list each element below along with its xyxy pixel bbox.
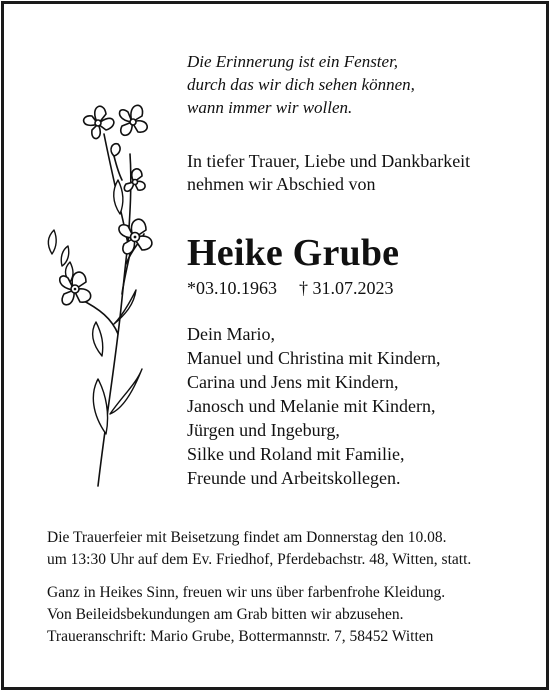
mourner-line: Carina und Jens mit Kindern, [187, 372, 399, 392]
mourner-line: Manuel und Christina mit Kindern, [187, 348, 441, 368]
mourner-line: Janosch und Melanie mit Kindern, [187, 396, 436, 416]
poem-line: Die Erinnerung ist ein Fenster, [187, 52, 399, 71]
birth-date: *03.10.1963 [187, 278, 277, 298]
mourner-line: Jürgen und Ingeburg, [187, 420, 340, 440]
closing-notes [47, 582, 537, 648]
flower-illustration-icon [32, 94, 182, 499]
poem-line: wann immer wir wollen. [187, 98, 353, 117]
closing-line: Ganz in Heikes Sinn, freuen wir uns über farbenfrohe Kleidung. [47, 584, 446, 601]
mourner-line: Freunde und Arbeitskollegen. [187, 468, 401, 488]
mourner-line: Silke und Roland mit Familie, [187, 444, 405, 464]
ceremony-info [47, 527, 537, 571]
intro-line: In tiefer Trauer, Liebe und Dankbarkeit [187, 151, 471, 171]
deceased-name: Heike Grube [187, 232, 400, 274]
mourners-list [187, 322, 527, 490]
intro-line: nehmen wir Abschied von [187, 174, 376, 194]
mourner-line: Dein Mario, [187, 324, 275, 344]
poem-line: durch das wir dich sehen können, [187, 75, 415, 94]
ceremony-line: um 13:30 Uhr auf dem Ev. Friedhof, Pferdebachstr. 48, Witten, statt. [47, 551, 472, 568]
farewell-intro [187, 150, 532, 196]
obituary-notice [1, 1, 549, 690]
mourning-address: Traueranschrift: Mario Grube, Bottermannstr. 7, 58452 Witten [47, 628, 434, 645]
memorial-poem [187, 50, 527, 119]
ceremony-line: Die Trauerfeier mit Beisetzung findet am Donnerstag den 10.08. [47, 529, 447, 546]
death-date: † 31.07.2023 [299, 278, 394, 298]
life-dates [187, 277, 394, 299]
closing-line: Von Beileidsbekundungen am Grab bitten wir abzusehen. [47, 606, 404, 623]
